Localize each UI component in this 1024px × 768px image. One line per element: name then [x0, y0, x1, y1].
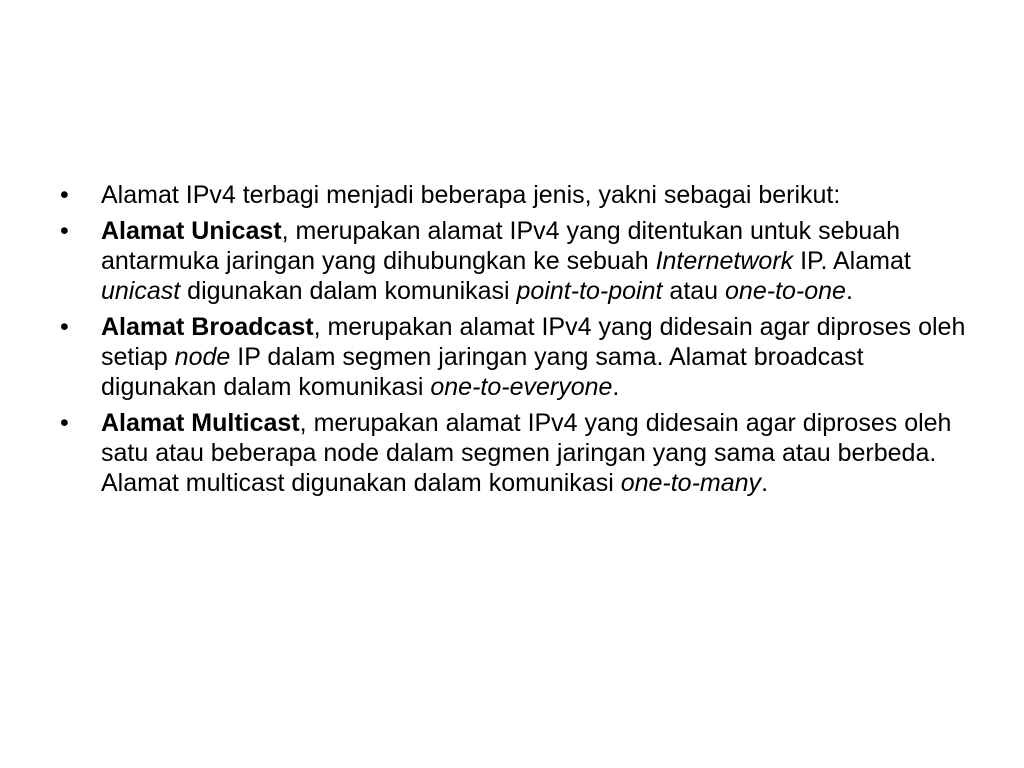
bullet-text: digunakan dalam komunikasi	[180, 277, 517, 305]
italic-term: one-to-everyone	[430, 373, 613, 401]
bullet-text: .	[612, 373, 620, 401]
term-unicast: Alamat Unicast	[101, 217, 282, 245]
italic-term: node	[174, 343, 231, 371]
italic-term: point-to-point	[516, 277, 663, 305]
bullet-text: Alamat IPv4 terbagi menjadi beberapa jenis, yakni sebagai berikut:	[101, 181, 841, 209]
bullet-item-intro	[60, 180, 980, 210]
bullet-text: .	[845, 277, 853, 305]
bullet-text: IP dalam segmen jaringan yang sama. Alamat broadcast digunakan dalam komunikasi	[101, 343, 864, 401]
bullet-text: .	[761, 469, 769, 497]
term-multicast: Alamat Multicast	[101, 409, 300, 437]
italic-term: Internetwork	[655, 247, 794, 275]
bullet-item-broadcast	[60, 312, 980, 402]
italic-term: one-to-many	[620, 469, 762, 497]
bullet-text: , merupakan alamat IPv4 yang ditentukan untuk sebuah antarmuka jaringan yang dihubungkan ke sebuah	[101, 217, 901, 275]
bullet-dot-icon: •	[60, 181, 69, 209]
italic-term: one-to-one	[725, 277, 846, 305]
term-broadcast: Alamat Broadcast	[101, 313, 314, 341]
bullet-item-unicast	[60, 216, 980, 306]
bullet-dot-icon: •	[60, 217, 69, 245]
bullet-dot-icon: •	[60, 313, 69, 341]
bullet-list	[60, 180, 980, 504]
bullet-text: IP. Alamat	[793, 247, 911, 275]
bullet-text: , merupakan alamat IPv4 yang didesain agar diproses oleh setiap	[101, 313, 966, 371]
bullet-text: atau	[662, 277, 726, 305]
italic-term: unicast	[101, 277, 181, 305]
bullet-text: , merupakan alamat IPv4 yang didesain agar diproses oleh satu atau beberapa node dalam segmen jaringan yang sama atau berbeda. Alamat multicast digunakan dalam komunikasi	[101, 409, 952, 497]
bullet-item-multicast	[60, 408, 980, 498]
bullet-dot-icon: •	[60, 409, 69, 437]
